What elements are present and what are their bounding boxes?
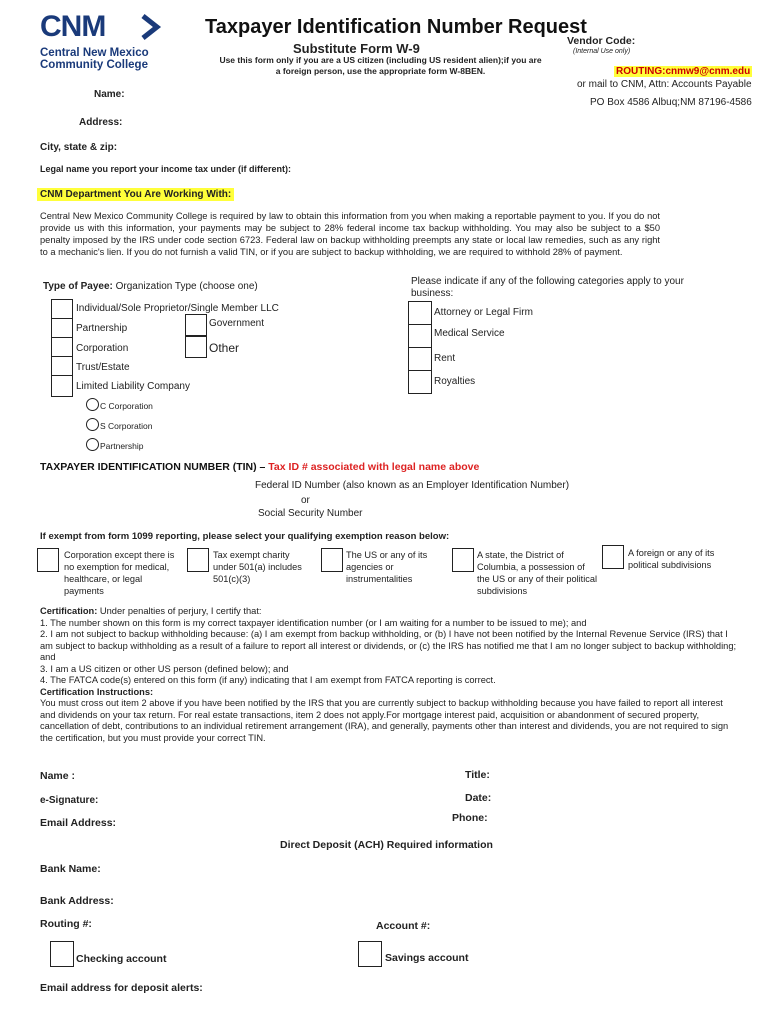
city-label[interactable]: City, state & zip: xyxy=(40,142,118,153)
name-label[interactable]: Name: xyxy=(94,89,125,100)
or-label: or xyxy=(301,495,310,506)
exempt-corporation: Corporation except there is no exemption for medical, healthcare, or legal payments xyxy=(64,550,175,596)
checking-label: Checking account xyxy=(76,953,167,965)
form-subtitle: Substitute Form W-9 xyxy=(293,41,420,56)
option-corporation: Corporation xyxy=(76,343,129,354)
option-other: Other xyxy=(209,341,240,355)
option-individual: Individual/Sole Proprietor/Single Member LLC xyxy=(76,303,279,314)
page-title: Taxpayer Identification Number Request xyxy=(205,16,587,38)
exempt-us: The US or any of its agencies or instrumentalities xyxy=(346,550,428,584)
mail-line-1: or mail to CNM, Attn: Accounts Payable xyxy=(577,79,752,90)
cert-instructions-heading: Certification Instructions: xyxy=(40,686,154,697)
deposit-heading: Direct Deposit (ACH) Required information xyxy=(280,839,493,851)
email-label[interactable]: Email Address: xyxy=(40,817,117,829)
category-rent: Rent xyxy=(434,353,456,364)
checkbox-royalties[interactable] xyxy=(408,370,432,394)
checkbox-exempt-us[interactable] xyxy=(321,548,343,572)
bank-name-label[interactable]: Bank Name: xyxy=(40,863,101,875)
cert-item-2: 2. I am not subject to backup withholding because: (a) I am exempt from backup withholding, or (b) I have not been notified by the Internal Revenue Service (IRS) that I am subject to backup withholding as a result of a failure to report all interest or dividends, or (c) the IRS has notified me that I am no longer subject to backup withholding; and xyxy=(40,629,737,662)
savings-label: Savings account xyxy=(385,952,469,964)
cert-item-3: 3. I am a US citizen or other US person (defined below); and xyxy=(40,663,289,674)
cert-item-1: 1. The number shown on this form is my correct taxpayer identification number (or I am waiting for a number to be issued to me); and xyxy=(40,617,587,628)
payee-type-label: Type of Payee: Organization Type (choose one) xyxy=(43,281,258,292)
routing-email[interactable]: ROUTING:cnmw9@cnm.edu xyxy=(616,66,751,77)
checkbox-exempt-state[interactable] xyxy=(452,548,474,572)
phone-label[interactable]: Phone: xyxy=(452,812,488,824)
routing-label[interactable]: Routing #: xyxy=(40,918,92,930)
logo: CNM xyxy=(40,10,106,43)
date-label[interactable]: Date: xyxy=(465,792,492,804)
llc-c-corporation: C Corporation xyxy=(100,401,153,411)
option-government: Government xyxy=(209,318,265,329)
logo-arrow-icon xyxy=(140,14,162,40)
usage-note: Use this form only if you are a US citizen (including US resident alien);if you are a foreign person, use the appropriate form W-8BEN. xyxy=(219,55,542,76)
category-royalties: Royalties xyxy=(434,376,476,387)
checkbox-other[interactable] xyxy=(185,336,207,358)
radio-c-corporation[interactable] xyxy=(86,398,99,411)
intro-paragraph: Central New Mexico Community College is required by law to obtain this information from you when making a reportable payment to you. If you do not provide us with this information, your payments may be subject to 28% federal income tax backup withholding. You may also be subject to a $50 penalty imposed by the IRS under code section 6723. Federal law on backup withholding preempts any state or local law remedies, such as any right to a mechanic's lien. If you do not furnish a valid TIN, or if you are subject to backup withholding, we are required to withhold 28% of payment. xyxy=(40,211,660,257)
federal-id-label[interactable]: Federal ID Number (also known as an Employer Identification Number) xyxy=(255,480,570,491)
ssn-label[interactable]: Social Security Number xyxy=(258,508,363,519)
certification-block: Certification: Under penalties of perjury, I certify that: 1. The number shown on this form is my correct taxpayer identification number (or I am waiting for a number to be issued to me); and 2. I am not subject to backup withholding because: (a) I am exempt from backup withholding, or (b) I have not been notified by the Internal Revenue Service (IRS) that I am subject to backup withholding as a result of a failure to report all interest or dividends, or (c) the IRS has notified me that I am no longer subject to backup withholding; and 3. I am a US citizen or other US person (defined below); and 4. The FATCA code(s) entered on this form (if any) indicating that I am exempt from FATCA reporting is correct. Certification Instructions: You must cross out item 2 above if you have been notified by the IRS that you are currently subject to backup withholding because you have failed to report all interest and dividends on your tax return. For real estate transactions, item 2 does not apply.For mortgage interest paid, acquisition or abandonment of secured property, cancellation of debt, contributions to an individual retirement arrangement (IRA), and generally, payments other than interest and dividends, you are not required to sign the certification, but you must provide your correct TIN. xyxy=(40,606,740,744)
checkbox-attorney[interactable] xyxy=(408,301,432,325)
categories-label: Please indicate if any of the following categories apply to your business: xyxy=(411,276,684,299)
exempt-foreign: A foreign or any of its political subdivisions xyxy=(628,548,715,570)
tin-heading: TAXPAYER IDENTIFICATION NUMBER (TIN) – Tax ID # associated with legal name above xyxy=(40,461,480,473)
title-label[interactable]: Title: xyxy=(465,769,490,781)
radio-s-corporation[interactable] xyxy=(86,418,99,431)
option-partnership: Partnership xyxy=(76,323,128,334)
internal-use-note: (Internal Use only) xyxy=(573,48,631,55)
category-medical: Medical Service xyxy=(434,328,505,339)
deposit-alerts-label[interactable]: Email address for deposit alerts: xyxy=(40,982,203,994)
mail-line-2: PO Box 4586 Albuq;NM 87196-4586 xyxy=(590,97,752,108)
signature-name-label[interactable]: Name : xyxy=(40,770,76,782)
exempt-state: A state, the District of Columbia, a possession of the US or any of their political subdivisions xyxy=(477,550,598,596)
checkbox-rent[interactable] xyxy=(408,347,432,371)
legal-name-label[interactable]: Legal name you report your income tax under (if different): xyxy=(40,164,292,174)
category-attorney: Attorney or Legal Firm xyxy=(434,307,533,318)
exempt-heading: If exempt from form 1099 reporting, please select your qualifying exemption reason below: xyxy=(40,531,450,542)
checkbox-government[interactable] xyxy=(185,314,207,336)
exempt-charity: Tax exempt charity under 501(a) includes 501(c)(3) xyxy=(213,550,302,584)
option-trust: Trust/Estate xyxy=(76,362,130,373)
llc-partnership: Partnership xyxy=(100,441,144,451)
radio-partnership[interactable] xyxy=(86,438,99,451)
cert-instructions: You must cross out item 2 above if you have been notified by the IRS that you are currently subject to backup withholding because you have failed to report all interest and dividends on your tax return. For real estate transactions, item 2 does not apply.For mortgage interest paid, acquisition or abandonment of secured property, cancellation of debt, contributions to an individual retirement arrangement (IRA), and generally, payments other than interest and dividends, you are not required to sign the certification, but you must provide your correct TIN. xyxy=(40,698,729,743)
checkbox-savings[interactable] xyxy=(358,941,382,967)
option-llc: Limited Liability Company xyxy=(76,381,190,392)
checkbox-exempt-charity[interactable] xyxy=(187,548,209,572)
vendor-code-label: Vendor Code: xyxy=(567,35,636,47)
llc-s-corporation: S Corporation xyxy=(100,421,153,431)
bank-address-label[interactable]: Bank Address: xyxy=(40,895,114,907)
cert-item-4: 4. The FATCA code(s) entered on this form (if any) indicating that I am exempt from FATCA reporting is correct. xyxy=(40,675,496,685)
checkbox-medical[interactable] xyxy=(408,324,432,348)
checkbox-exempt-corporation[interactable] xyxy=(37,548,59,572)
address-label[interactable]: Address: xyxy=(79,117,123,128)
department-label[interactable]: CNM Department You Are Working With: xyxy=(37,188,234,201)
account-label[interactable]: Account #: xyxy=(376,920,431,932)
esignature-label[interactable]: e-Signature: xyxy=(40,795,99,806)
checkbox-exempt-foreign[interactable] xyxy=(602,545,624,569)
logo-subtitle: Central New Mexico Community College xyxy=(40,47,149,71)
checkbox-llc[interactable] xyxy=(51,375,73,397)
checkbox-checking[interactable] xyxy=(50,941,74,967)
certification-heading: Certification: xyxy=(40,606,98,616)
